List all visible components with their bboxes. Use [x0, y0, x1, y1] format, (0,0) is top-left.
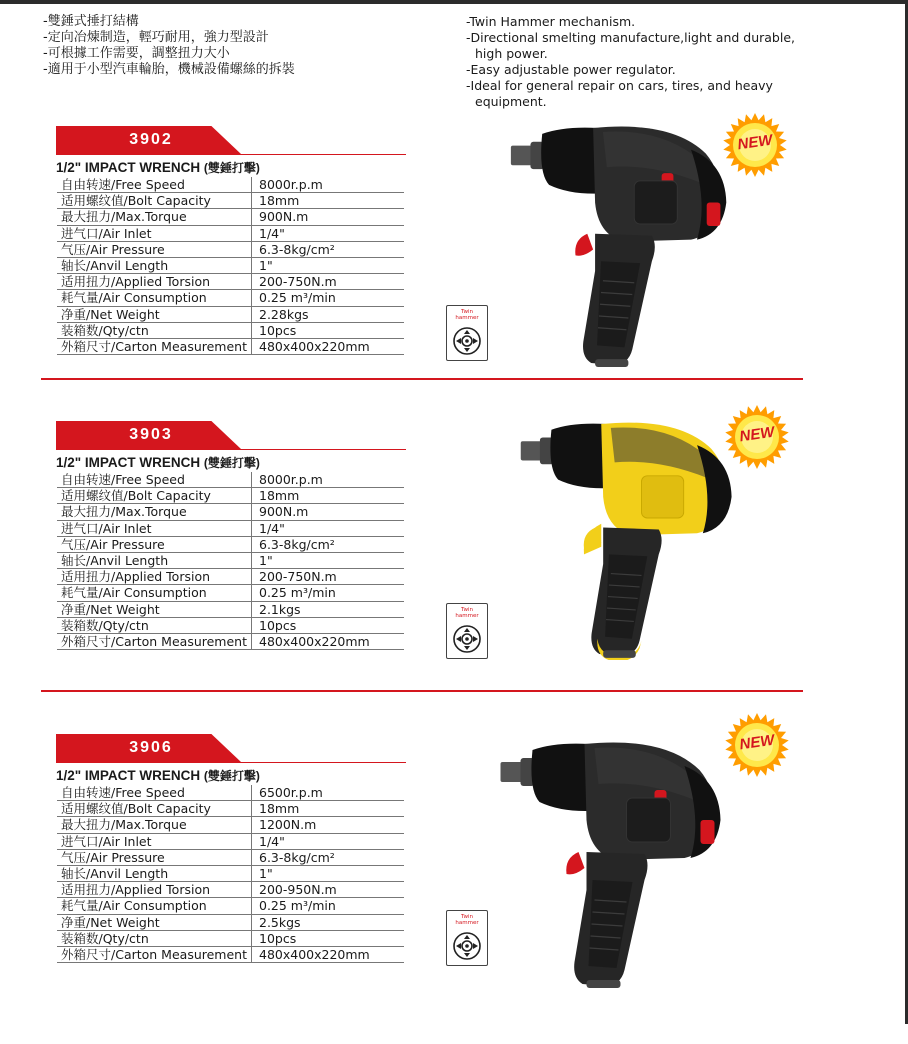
spec-row: [57, 914, 404, 930]
spec-value: 1/4": [252, 833, 405, 849]
spec-row: [57, 306, 404, 322]
spec-row: [57, 585, 404, 601]
spec-value: 6.3-8kg/cm²: [252, 849, 405, 865]
product-title-en: 1/2" IMPACT WRENCH: [56, 768, 201, 783]
spec-label: 自由转速/Free Speed: [57, 785, 252, 801]
spec-value: 6.3-8kg/cm²: [252, 536, 405, 552]
feature-line: -雙錘式捶打結構: [43, 14, 139, 29]
product-title-cn: (雙錘打擊): [203, 161, 260, 175]
spec-label: 进气口/Air Inlet: [57, 520, 252, 536]
product-title-cn: (雙錘打擊): [203, 456, 260, 470]
tab-underline: [56, 449, 406, 450]
spec-row: [57, 833, 404, 849]
spec-label: 适用螺纹值/Bolt Capacity: [57, 801, 252, 817]
spec-label: 轴长/Anvil Length: [57, 257, 252, 273]
badge-text: [447, 607, 487, 619]
model-number: 3906: [129, 739, 173, 756]
spec-value: 2.1kgs: [252, 601, 405, 617]
feature-line: -Easy adjustable power regulator.: [466, 62, 676, 77]
spec-value: 900N.m: [252, 504, 405, 520]
spec-row: [57, 177, 404, 193]
new-star-icon: [724, 712, 790, 778]
spec-label: 装箱数/Qty/ctn: [57, 930, 252, 946]
tab-underline: [56, 154, 406, 155]
spec-label: 最大扭力/Max.Torque: [57, 817, 252, 833]
spec-row: [57, 601, 404, 617]
feature-line: -可根據工作需要，調整扭力大小: [43, 46, 230, 61]
spec-table: [57, 472, 404, 650]
product-title-cn: (雙錘打擊): [203, 769, 260, 783]
spec-label: 适用螺纹值/Bolt Capacity: [57, 488, 252, 504]
spec-value: 18mm: [252, 488, 405, 504]
spec-label: 净重/Net Weight: [57, 306, 252, 322]
spec-row: [57, 338, 404, 354]
spec-row: [57, 488, 404, 504]
new-star-icon: [724, 404, 790, 470]
model-number: 3903: [129, 426, 173, 443]
spec-value: 1200N.m: [252, 817, 405, 833]
spec-label: 耗气量/Air Consumption: [57, 585, 252, 601]
feature-line: -Directional smelting manufacture,light and durable, high power.: [466, 30, 796, 61]
spec-label: 气压/Air Pressure: [57, 536, 252, 552]
spec-value: 200-750N.m: [252, 274, 405, 290]
feature-line: -Ideal for general repair on cars, tires, and heavy equipment.: [466, 78, 773, 109]
spec-value: 10pcs: [252, 322, 405, 338]
spec-label: 气压/Air Pressure: [57, 849, 252, 865]
spec-value: 1": [252, 552, 405, 568]
spec-row: [57, 322, 404, 338]
spec-row: [57, 849, 404, 865]
product-title: [56, 454, 260, 471]
feature-line: -定向冶煉制造，輕巧耐用，強力型設計: [43, 30, 269, 45]
spec-label: 耗气量/Air Consumption: [57, 898, 252, 914]
spec-label: 装箱数/Qty/ctn: [57, 617, 252, 633]
spec-label: 耗气量/Air Consumption: [57, 290, 252, 306]
spec-row: [57, 882, 404, 898]
spec-value: 0.25 m³/min: [252, 585, 405, 601]
spec-value: 200-950N.m: [252, 882, 405, 898]
spec-row: [57, 898, 404, 914]
spec-table: [57, 177, 404, 355]
spec-row: [57, 225, 404, 241]
spec-value: 10pcs: [252, 617, 405, 633]
spec-row: [57, 193, 404, 209]
spec-label: 适用扭力/Applied Torsion: [57, 569, 252, 585]
twin-hammer-badge: [446, 910, 488, 966]
product-title-en: 1/2" IMPACT WRENCH: [56, 455, 201, 470]
badge-text-line: hammer: [455, 315, 479, 321]
spec-row: [57, 520, 404, 536]
spec-value: 200-750N.m: [252, 569, 405, 585]
spec-row: [57, 536, 404, 552]
product-title: [56, 767, 260, 784]
spec-label: 气压/Air Pressure: [57, 241, 252, 257]
spec-value: 18mm: [252, 193, 405, 209]
product-section: [0, 734, 908, 1044]
spec-label: 自由转速/Free Speed: [57, 472, 252, 488]
spec-value: 480x400x220mm: [252, 946, 405, 962]
spec-label: 适用扭力/Applied Torsion: [57, 882, 252, 898]
impact-wrench-image: [492, 740, 737, 990]
product-title-en: 1/2" IMPACT WRENCH: [56, 160, 201, 175]
spec-row: [57, 785, 404, 801]
badge-text-line: Twin: [461, 309, 473, 315]
product-title: [56, 159, 260, 176]
spec-row: [57, 209, 404, 225]
spec-value: 480x400x220mm: [252, 633, 405, 649]
spec-table: [57, 785, 404, 963]
badge-text-line: hammer: [455, 613, 479, 619]
twin-hammer-badge: [446, 603, 488, 659]
spec-value: 10pcs: [252, 930, 405, 946]
features-list-chinese: [43, 14, 295, 78]
spec-value: 900N.m: [252, 209, 405, 225]
spec-row: [57, 817, 404, 833]
spec-value: 1": [252, 865, 405, 881]
spec-row: [57, 290, 404, 306]
badge-text-line: Twin: [461, 607, 473, 613]
badge-text: [447, 914, 487, 926]
spec-label: 适用扭力/Applied Torsion: [57, 274, 252, 290]
spec-value: 0.25 m³/min: [252, 898, 405, 914]
spec-value: 6.3-8kg/cm²: [252, 241, 405, 257]
spec-value: 6500r.p.m: [252, 785, 405, 801]
features-list-english: [466, 14, 805, 110]
spec-label: 进气口/Air Inlet: [57, 833, 252, 849]
spec-label: 适用螺纹值/Bolt Capacity: [57, 193, 252, 209]
spec-row: [57, 504, 404, 520]
badge-text-line: hammer: [455, 920, 479, 926]
spec-label: 最大扭力/Max.Torque: [57, 209, 252, 225]
spec-value: 1": [252, 257, 405, 273]
spec-row: [57, 552, 404, 568]
spec-label: 自由转速/Free Speed: [57, 177, 252, 193]
spec-value: 8000r.p.m: [252, 472, 405, 488]
spec-row: [57, 617, 404, 633]
feature-line: -適用于小型汽車輪胎，機械設備螺絲的拆裝: [43, 62, 295, 77]
spec-value: 2.5kgs: [252, 914, 405, 930]
spec-value: 480x400x220mm: [252, 338, 405, 354]
new-label: NEW: [738, 731, 776, 754]
new-label: NEW: [738, 423, 776, 446]
spec-value: 1/4": [252, 520, 405, 536]
spec-value: 18mm: [252, 801, 405, 817]
feature-line: -Twin Hammer mechanism.: [466, 14, 636, 29]
spec-value: 0.25 m³/min: [252, 290, 405, 306]
spec-row: [57, 274, 404, 290]
spec-row: [57, 801, 404, 817]
spec-value: 1/4": [252, 225, 405, 241]
spec-value: 8000r.p.m: [252, 177, 405, 193]
spec-row: [57, 472, 404, 488]
badge-text: [447, 309, 487, 321]
spec-label: 外箱尺寸/Carton Measurement: [57, 633, 252, 649]
spec-row: [57, 930, 404, 946]
spec-label: 净重/Net Weight: [57, 914, 252, 930]
impact-wrench-image: [505, 124, 740, 369]
spec-label: 轴长/Anvil Length: [57, 865, 252, 881]
new-star-icon: [722, 112, 788, 178]
spec-row: [57, 946, 404, 962]
spec-row: [57, 865, 404, 881]
impact-wrench-image: [515, 420, 745, 660]
spec-label: 进气口/Air Inlet: [57, 225, 252, 241]
badge-text-line: Twin: [461, 914, 473, 920]
tab-underline: [56, 762, 406, 763]
model-number: 3902: [129, 131, 173, 148]
twin-hammer-badge: [446, 305, 488, 361]
spec-label: 最大扭力/Max.Torque: [57, 504, 252, 520]
top-border: [0, 0, 908, 4]
spec-label: 轴长/Anvil Length: [57, 552, 252, 568]
spec-row: [57, 569, 404, 585]
spec-label: 外箱尺寸/Carton Measurement: [57, 946, 252, 962]
spec-label: 外箱尺寸/Carton Measurement: [57, 338, 252, 354]
spec-value: 2.28kgs: [252, 306, 405, 322]
spec-label: 净重/Net Weight: [57, 601, 252, 617]
spec-row: [57, 257, 404, 273]
new-label: NEW: [736, 131, 774, 154]
section-divider: [41, 378, 803, 380]
spec-label: 装箱数/Qty/ctn: [57, 322, 252, 338]
spec-row: [57, 241, 404, 257]
spec-row: [57, 633, 404, 649]
section-divider: [41, 690, 803, 692]
